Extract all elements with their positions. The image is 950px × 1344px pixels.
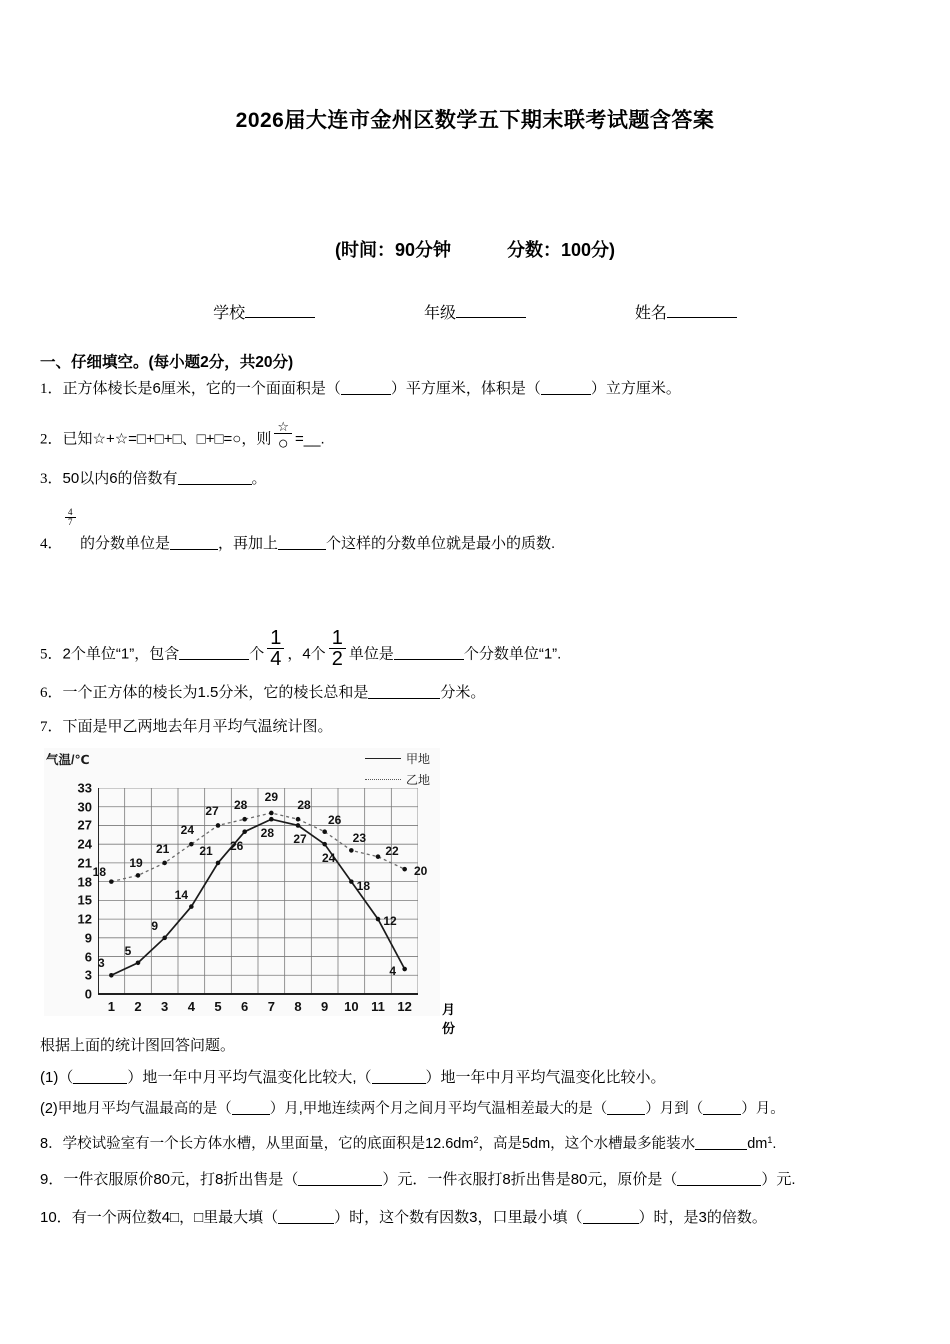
question-9-text-b: ）元．一件衣服打8折出售是80元，原价是（ <box>382 1171 678 1188</box>
legend-item-0 <box>365 750 430 767</box>
chart-data-label: 18 <box>92 864 107 879</box>
question-7-2-text-c: ）月到（ <box>645 1101 704 1117</box>
question-5-fraction-2 <box>329 628 346 670</box>
chart-y-tick-label: 12 <box>77 911 92 927</box>
chart-data-point <box>109 879 114 884</box>
chart-data-label: 28 <box>233 798 248 813</box>
chart-x-tick-label: 12 <box>397 999 412 1014</box>
chart-question-intro: 根据上面的统计图回答问题。 <box>40 1037 236 1054</box>
question-3-text-a: 50以内6的倍数有 <box>62 470 178 487</box>
chart-data-point <box>216 861 221 866</box>
question-6-text-b: 分米。 <box>440 684 486 701</box>
question-8-superscript-1: 2 <box>473 1135 479 1145</box>
legend-label-1: 乙地 <box>405 773 430 787</box>
chart-data-label: 22 <box>385 843 399 858</box>
question-1-text-a: 正方体棱长是6厘米，它的一个面面积是（ <box>62 380 341 397</box>
chart-data-point <box>162 861 167 866</box>
question-4-fraction <box>62 508 79 535</box>
question-7-number: 7． <box>40 719 63 735</box>
question-2-fraction <box>274 420 292 453</box>
question-10 <box>40 1206 767 1227</box>
question-2-number: 2． <box>40 431 63 448</box>
chart-x-tick-label: 10 <box>344 999 359 1014</box>
question-10-text-c: ）时，是3的倍数。 <box>638 1209 767 1226</box>
question-5-text-b: 个 <box>249 645 265 663</box>
question-7-text-a: 下面是甲乙两地去年月平均气温统计图。 <box>62 718 333 735</box>
question-8 <box>40 1132 776 1153</box>
chart-x-tick-label: 11 <box>371 999 385 1014</box>
question-4-text-c: 个这样的分数单位就是最小的质数. <box>326 535 556 552</box>
question-1-blank-2[interactable] <box>541 379 591 395</box>
fraction-numerator: 4 <box>65 508 76 518</box>
chart-data-point <box>296 823 301 828</box>
question-8-superscript-2: 1 <box>767 1135 773 1145</box>
question-6-number: 6． <box>40 685 63 701</box>
chart-x-tick-label: 5 <box>214 999 222 1014</box>
chart-data-point <box>402 967 407 972</box>
question-2-text-a: 已知☆+☆=□+□+□、□+□=○，则 <box>62 430 272 448</box>
chart-data-label: 20 <box>413 864 428 879</box>
fraction-denominator: 7 <box>68 517 73 528</box>
fraction-numerator: ☆ <box>274 420 292 434</box>
page-title: 2026届大连市金州区数学五下期末联考试题含答案 <box>235 109 715 132</box>
question-9 <box>40 1168 796 1189</box>
chart-x-tick-label: 7 <box>267 999 275 1014</box>
chart-data-point <box>269 811 274 816</box>
chart-data-point <box>269 817 274 822</box>
chart-y-tick-label: 0 <box>84 986 92 1002</box>
fraction-denominator: 2 <box>331 648 343 671</box>
fraction-numerator: 1 <box>267 628 284 649</box>
chart-data-label: 3 <box>97 956 105 971</box>
question-4-text <box>80 532 555 553</box>
chart-data-point <box>242 829 247 834</box>
question-4-blank-2[interactable] <box>278 534 326 550</box>
question-7-2-number: (2) <box>40 1101 58 1117</box>
question-8-text-c: dm <box>747 1136 768 1152</box>
chart-data-label: 24 <box>180 823 195 838</box>
question-7-2-text-d: ）月。 <box>741 1101 785 1117</box>
question-7-2 <box>40 1097 785 1118</box>
fraction-denominator: ○ <box>277 433 289 454</box>
chart-data-point <box>376 917 381 922</box>
chart-y-tick-label: 24 <box>77 836 92 852</box>
question-4-text-a: 的分数单位是 <box>80 535 171 552</box>
question-2-text-b: =__. <box>295 430 325 448</box>
chart-data-label: 21 <box>199 843 213 858</box>
chart-data-label: 4 <box>389 964 396 979</box>
grade-field[interactable] <box>456 317 526 318</box>
question-6 <box>40 682 485 705</box>
chart-x-tick-label: 3 <box>161 999 169 1014</box>
chart-data-point <box>322 829 327 834</box>
question-7-2-text-a: 甲地月平均气温最高的是（ <box>57 1101 232 1117</box>
question-7-2-blank-1[interactable] <box>232 1100 270 1116</box>
question-8-text-d: . <box>772 1136 777 1152</box>
question-5-text-d: 单位是 <box>348 645 394 663</box>
chart-y-tick-label: 30 <box>77 799 92 815</box>
chart-data-label: 19 <box>129 856 143 871</box>
question-9-number: 9． <box>40 1171 64 1188</box>
chart-data-label: 12 <box>383 914 397 929</box>
question-8-blank-1[interactable] <box>695 1135 747 1151</box>
name-label: 姓名 <box>634 305 667 322</box>
question-8-text-b: ，高是5dm，这个水槽最多能装水 <box>478 1136 696 1152</box>
chart-data-point <box>296 817 301 822</box>
question-3-blank-1[interactable] <box>178 469 252 485</box>
time-value: 90分钟 <box>394 240 451 260</box>
chart-data-point <box>216 823 221 828</box>
chart-data-point <box>322 842 327 847</box>
chart-data-point <box>136 960 141 965</box>
question-7-1 <box>40 1066 666 1087</box>
question-3-number: 3． <box>40 471 63 487</box>
chart-y-tick-label: 9 <box>84 930 92 946</box>
chart-data-point <box>162 936 167 941</box>
fraction-numerator: 1 <box>329 628 346 649</box>
question-5-blank-2[interactable] <box>394 644 464 660</box>
question-7-1-text-c: ）地一年中月平均气温变化比较小。 <box>425 1069 666 1086</box>
question-7-2-blank-3[interactable] <box>703 1100 741 1116</box>
question-7-1-text-a: （ <box>58 1069 74 1086</box>
chart-data-label: 14 <box>174 887 189 902</box>
question-4-number: 4． <box>40 536 63 552</box>
chart-y-tick-label: 21 <box>77 855 92 871</box>
question-4-blank-1[interactable] <box>170 534 218 550</box>
question-5-text-e: 个分数单位“1”. <box>463 645 562 663</box>
question-7-1-blank-2[interactable] <box>372 1068 426 1084</box>
fraction-4-over-7 <box>65 508 76 527</box>
question-10-blank-1[interactable] <box>278 1208 334 1224</box>
question-7-2-text-b: ）月,甲地连续两个月之间月平均气温相差最大的是（ <box>269 1101 608 1117</box>
question-7-1-blank-1[interactable] <box>73 1068 127 1084</box>
chart-data-point <box>109 973 114 978</box>
school-field[interactable] <box>245 317 315 318</box>
chart-y-tick-label: 18 <box>77 874 92 890</box>
question-2 <box>40 420 325 453</box>
chart-y-tick-label: 27 <box>77 817 92 833</box>
question-8-text-a: 学校试验室有一个长方体水槽，从里面量，它的底面积是12.6dm <box>62 1136 474 1152</box>
chart-data-label: 27 <box>293 832 307 847</box>
chart-x-tick-label: 8 <box>294 999 302 1014</box>
question-7 <box>40 716 333 739</box>
chart-legend <box>365 750 430 792</box>
chart-svg <box>98 788 418 1028</box>
chart-data-point <box>189 842 194 847</box>
chart-data-label: 5 <box>124 943 132 958</box>
question-5-fraction-1 <box>267 628 284 670</box>
time-score-line <box>0 236 950 262</box>
legend-line-dashed-icon <box>365 779 401 780</box>
question-9-blank-1[interactable] <box>298 1170 382 1186</box>
chart-data-label: 28 <box>297 798 311 813</box>
score-label: 分数： <box>507 240 561 260</box>
chart-x-tick-label: 4 <box>187 999 195 1014</box>
question-3-text-b: 。 <box>251 470 267 487</box>
chart-x-tick-label: 2 <box>134 999 142 1014</box>
question-6-blank-1[interactable] <box>368 683 440 699</box>
question-7-2-blank-2[interactable] <box>607 1100 645 1116</box>
fraction-denominator: 4 <box>270 648 282 671</box>
legend-item-1 <box>365 771 430 788</box>
chart-data-point <box>189 904 194 909</box>
chart-data-label: 26 <box>229 838 244 853</box>
question-9-blank-2[interactable] <box>677 1170 761 1186</box>
question-1 <box>40 378 681 401</box>
chart-x-axis-title: 月份 <box>442 1002 456 1036</box>
question-3 <box>40 468 267 491</box>
chart-data-label: 9 <box>151 918 158 933</box>
chart-x-tick-label: 6 <box>241 999 249 1014</box>
chart-data-point <box>136 873 141 878</box>
chart-data-label: 23 <box>352 831 367 846</box>
question-5-text-c: ，4个 <box>287 645 326 663</box>
question-1-blank-1[interactable] <box>341 379 391 395</box>
chart-data-point <box>349 879 354 884</box>
question-6-text-a: 一个正方体的棱长为1.5分米，它的棱长总和是 <box>62 684 369 701</box>
section-heading: 一、仔细填空。(每小题2分，共20分) <box>40 354 294 371</box>
chart-y-tick-label: 33 <box>77 780 92 796</box>
question-8-number: 8． <box>40 1136 63 1152</box>
chart-data-point <box>402 867 407 872</box>
chart-data-label: 27 <box>205 804 219 819</box>
grade-label: 年级 <box>423 305 456 322</box>
question-10-text-b: ）时，这个数有因数3，口里最小填（ <box>334 1209 583 1226</box>
identity-line <box>0 300 950 323</box>
chart-data-point <box>349 848 354 853</box>
question-1-number: 1． <box>40 381 63 397</box>
score-value: 100分) <box>561 240 616 260</box>
question-5 <box>40 628 561 670</box>
question-7-1-number: (1) <box>40 1069 59 1086</box>
chart-y-tick-label: 3 <box>84 967 92 983</box>
name-field[interactable] <box>667 317 737 318</box>
chart-data-point <box>376 854 381 859</box>
chart-data-label: 28 <box>260 826 275 841</box>
chart-data-label: 24 <box>321 851 336 866</box>
chart-data-label: 18 <box>356 878 371 893</box>
chart-data-label: 21 <box>155 841 170 856</box>
question-10-text-a: 有一个两位数4□，□里最大填（ <box>71 1209 279 1226</box>
chart-y-tick-label: 6 <box>84 949 92 965</box>
question-10-number: 10． <box>40 1209 72 1226</box>
question-7-1-text-b: ）地一年中月平均气温变化比较大,（ <box>127 1069 372 1086</box>
school-label: 学校 <box>213 305 246 322</box>
chart-data-point <box>242 817 247 822</box>
legend-line-solid-icon <box>365 758 401 759</box>
chart-y-tick-label: 15 <box>77 892 92 908</box>
question-5-text-a: 2个单位“1”，包含 <box>62 645 180 663</box>
chart-data-label: 26 <box>327 812 342 827</box>
chart-data-label: 29 <box>264 789 279 804</box>
question-10-blank-2[interactable] <box>583 1208 639 1224</box>
chart-x-tick-label: 9 <box>321 999 329 1014</box>
question-9-text-a: 一件衣服原价80元，打8折出售是（ <box>63 1171 299 1188</box>
question-1-text-c: ）立方厘米。 <box>590 380 681 397</box>
chart-y-axis-title: 气温/℃ <box>46 753 90 767</box>
question-5-blank-1[interactable] <box>179 644 249 660</box>
question-5-number: 5． <box>40 646 63 663</box>
temperature-line-chart <box>44 748 456 1036</box>
question-9-text-c: ）元. <box>761 1171 796 1188</box>
legend-label-0: 甲地 <box>405 752 430 766</box>
question-1-text-b: ）平方厘米，体积是（ <box>390 380 541 397</box>
question-4-text-b: ，再加上 <box>218 535 279 552</box>
time-prefix: (时间： <box>334 240 395 260</box>
chart-x-tick-label: 1 <box>107 999 115 1014</box>
